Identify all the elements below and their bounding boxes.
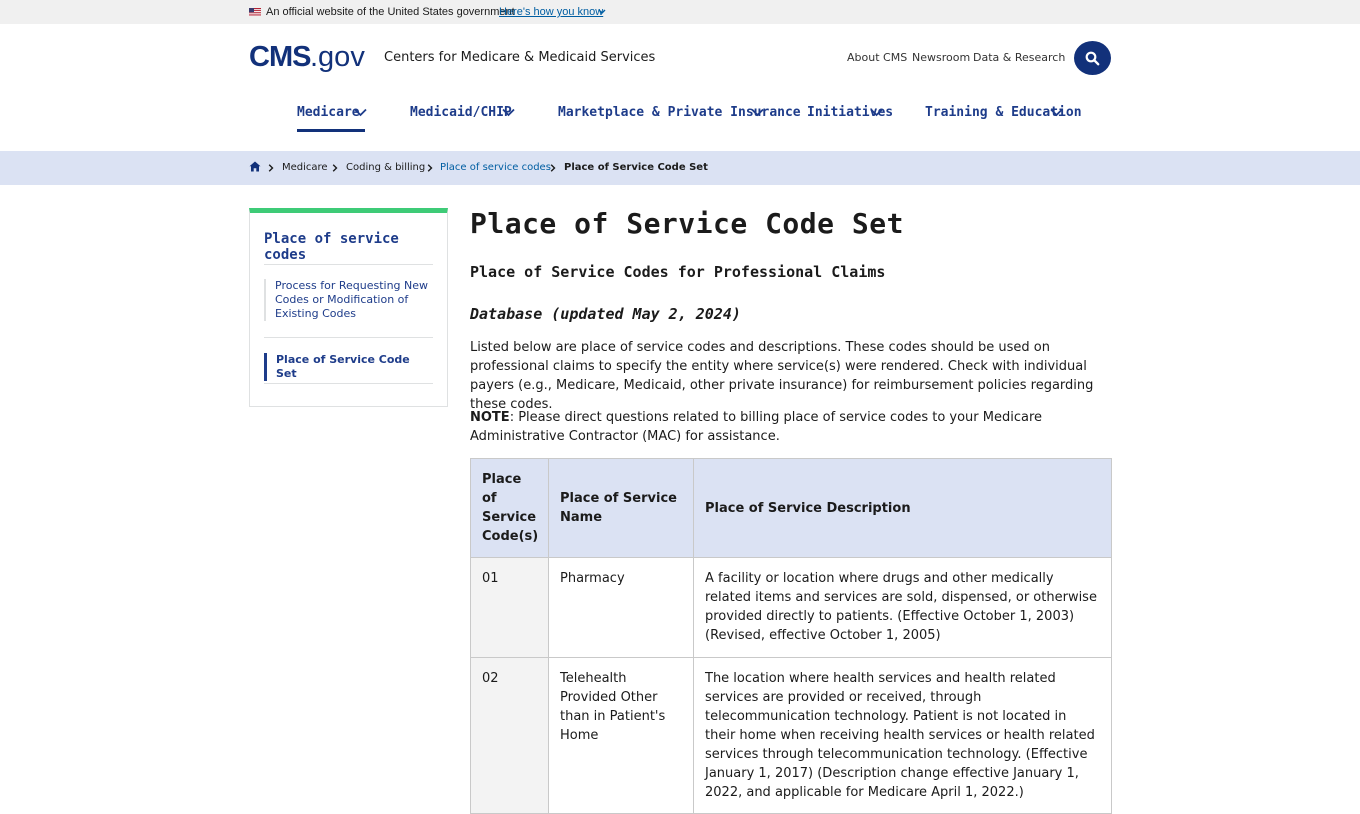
search-icon (1085, 51, 1100, 66)
how-you-know-link[interactable]: Here's how you know (499, 6, 604, 18)
sidebar-item-code-set[interactable]: Place of Service Code Set (264, 353, 429, 381)
column-header-description: Place of Service Description (694, 459, 1112, 558)
note-text: : Please direct questions related to billing place of service codes to your Medicare Administrative Contractor (MAC) for assistance. (470, 410, 1043, 444)
site-tagline: Centers for Medicare & Medicaid Services (384, 50, 656, 65)
cell-code: 01 (471, 558, 549, 658)
search-button[interactable] (1074, 41, 1111, 75)
sidebar-divider (264, 337, 433, 338)
breadcrumb-current: Place of Service Code Set (564, 162, 708, 173)
cell-code: 02 (471, 658, 549, 814)
sidebar-item-process-requesting[interactable]: Process for Requesting New Codes or Modification of Existing Codes (264, 279, 429, 321)
home-icon[interactable] (249, 161, 261, 172)
chevron-right-icon (268, 164, 274, 172)
about-cms-link[interactable]: About CMS (847, 51, 908, 64)
us-flag-icon (249, 8, 261, 16)
page-title: Place of Service Code Set (470, 207, 904, 240)
breadcrumb-place-of-service-codes[interactable]: Place of service codes (440, 162, 551, 173)
nav-marketplace[interactable] (558, 105, 801, 120)
breadcrumb-medicare[interactable]: Medicare (282, 162, 328, 173)
database-heading: Database (updated May 2, 2024) (470, 305, 741, 323)
newsroom-link[interactable]: Newsroom (912, 51, 971, 64)
chevron-right-icon (550, 164, 556, 172)
nav-training-education[interactable] (925, 105, 1082, 120)
sidebar-divider (264, 383, 433, 384)
breadcrumb-coding-billing[interactable]: Coding & billing (346, 162, 426, 173)
cms-gov-logo[interactable] (249, 42, 371, 74)
chevron-right-icon (427, 164, 433, 172)
nav-medicaid-chip[interactable] (410, 105, 512, 120)
gov-banner (0, 0, 1360, 24)
chevron-down-icon[interactable] (598, 9, 606, 15)
place-of-service-table (470, 458, 1112, 814)
cell-description: The location where health services and health related services are provided or received, through telecommunication technology. Patient is not located in their home when receiving health services or health related services through telecommunication technology. (Effective January 1, 2017) (Description change effective January 1, 2022, and applicable for Medicare April 1, 2022.) (694, 658, 1112, 814)
nav-training-education-label: Training & Education (925, 105, 1082, 120)
chevron-right-icon (332, 164, 338, 172)
chevron-down-icon (1050, 108, 1063, 117)
nav-initiatives[interactable] (807, 105, 893, 120)
nav-active-indicator (297, 129, 365, 132)
sidebar-divider (264, 264, 433, 265)
cell-name: Telehealth Provided Other than in Patient's Home (549, 658, 694, 814)
column-header-name: Place of Service Name (549, 459, 694, 558)
column-header-code: Place of Service Code(s) (471, 459, 549, 558)
official-website-text: An official website of the United States government (266, 6, 515, 18)
chevron-down-icon (354, 108, 367, 117)
cell-name: Pharmacy (549, 558, 694, 658)
table-row (471, 558, 1112, 658)
nav-marketplace-label: Marketplace & Private Insurance (558, 105, 801, 120)
note-label: NOTE (470, 410, 510, 425)
intro-paragraph: Listed below are place of service codes and descriptions. These codes should be used on professional claims to specify the entity where service(s) were rendered. Check with individual payers (e.g., Medicare, Medicaid, other private insurance) for reimbursement policies regarding these codes. (470, 340, 1094, 412)
chevron-down-icon (502, 108, 515, 117)
nav-medicare-label: Medicare (297, 105, 360, 120)
nav-initiatives-label: Initiatives (807, 105, 894, 120)
svg-text:.gov: .gov (310, 41, 365, 73)
sidebar-nav (249, 208, 448, 407)
svg-text:CMS: CMS (249, 41, 311, 73)
table-row (471, 658, 1112, 814)
sidebar-title[interactable]: Place of service codes (264, 231, 399, 263)
chevron-down-icon (751, 108, 764, 117)
table-header-row (471, 459, 1112, 558)
cell-description: A facility or location where drugs and other medically related items and services are sold, dispensed, or otherwise provided directly to patients. (Effective October 1, 2003) (Revised, effective October 1, 2005) (694, 558, 1112, 658)
data-research-link[interactable]: Data & Research (973, 51, 1066, 64)
nav-medicaid-chip-label: Medicaid/CHIP (410, 105, 512, 120)
note-paragraph (470, 408, 1115, 446)
chevron-down-icon (870, 108, 883, 117)
nav-medicare[interactable] (297, 105, 360, 120)
section-heading: Place of Service Codes for Professional Claims (470, 263, 886, 281)
